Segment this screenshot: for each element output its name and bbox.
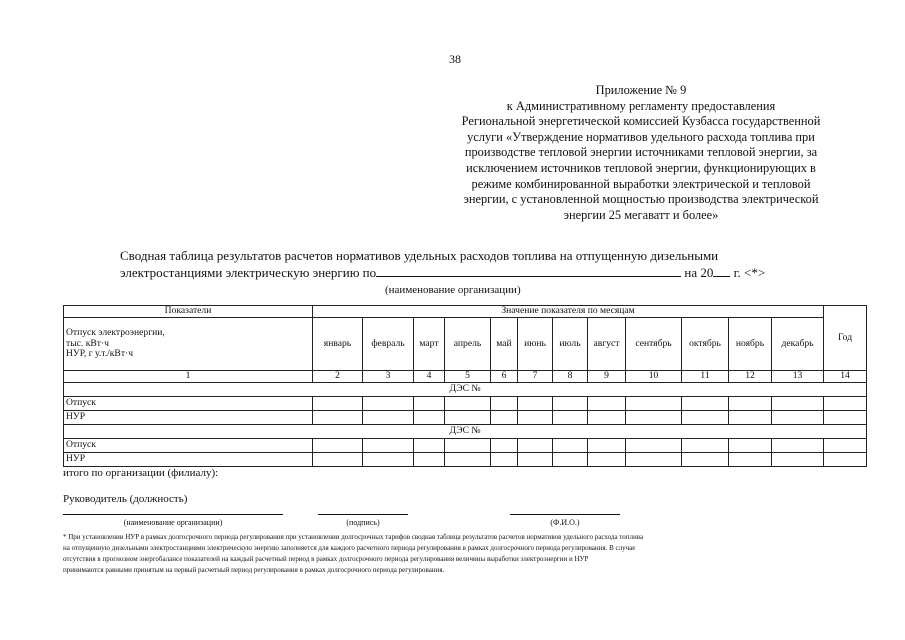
data-cell bbox=[363, 397, 414, 411]
appendix-line: режиме комбинированной выработки электрической и тепловой bbox=[471, 176, 811, 191]
total-label: итого по организации (филиалу): bbox=[63, 467, 219, 479]
month-header: июль bbox=[553, 318, 588, 371]
subheader-row bbox=[64, 318, 867, 371]
row-label-line: тыс. кВт·ч bbox=[66, 337, 109, 349]
data-cell bbox=[518, 411, 553, 425]
row-label-line: Отпуск электроэнергии, bbox=[66, 327, 165, 339]
data-cell bbox=[313, 411, 363, 425]
footnote bbox=[63, 532, 863, 576]
data-cell bbox=[491, 397, 518, 411]
data-cell bbox=[313, 397, 363, 411]
data-cell bbox=[363, 453, 414, 467]
data-cell bbox=[414, 439, 445, 453]
data-cell bbox=[682, 411, 729, 425]
data-cell bbox=[313, 439, 363, 453]
column-number: 7 bbox=[518, 371, 553, 383]
month-header: октябрь bbox=[682, 318, 729, 371]
data-cell bbox=[772, 397, 824, 411]
column-number: 1 bbox=[64, 371, 313, 383]
table-row bbox=[64, 453, 867, 467]
data-cell bbox=[518, 453, 553, 467]
data-cell bbox=[626, 439, 682, 453]
data-cell bbox=[772, 411, 824, 425]
data-cell bbox=[772, 453, 824, 467]
data-cell bbox=[772, 439, 824, 453]
month-header: ноябрь bbox=[729, 318, 772, 371]
month-header: декабрь bbox=[772, 318, 824, 371]
organization-caption: (наименование организации) bbox=[385, 284, 521, 296]
data-cell bbox=[445, 453, 491, 467]
month-header: март bbox=[414, 318, 445, 371]
data-cell bbox=[729, 397, 772, 411]
appendix-line: к Административному регламенту предоставления bbox=[506, 98, 776, 113]
column-number: 2 bbox=[313, 371, 363, 383]
data-cell bbox=[491, 411, 518, 425]
data-cell bbox=[491, 439, 518, 453]
data-cell bbox=[363, 439, 414, 453]
data-cell bbox=[414, 397, 445, 411]
data-cell bbox=[682, 453, 729, 467]
month-header: май bbox=[491, 318, 518, 371]
data-cell bbox=[445, 397, 491, 411]
signature-line-organization bbox=[63, 514, 283, 515]
header-indicators: Показатели bbox=[64, 306, 313, 318]
data-cell bbox=[588, 439, 626, 453]
organization-name-blank bbox=[376, 265, 681, 277]
column-number: 9 bbox=[588, 371, 626, 383]
data-cell bbox=[626, 453, 682, 467]
column-number: 10 bbox=[626, 371, 682, 383]
column-number: 13 bbox=[772, 371, 824, 383]
table-title-line1: Сводная таблица результатов расчетов нормативов удельных расходов топлива на отпущенную дизельными bbox=[120, 248, 719, 263]
data-cell bbox=[363, 411, 414, 425]
column-number: 3 bbox=[363, 371, 414, 383]
year-blank bbox=[713, 265, 730, 277]
column-number-row bbox=[64, 371, 867, 383]
data-cell bbox=[729, 411, 772, 425]
signature-caption-name: (Ф.И.О.) bbox=[550, 518, 580, 527]
header-row bbox=[64, 306, 867, 318]
data-cell bbox=[588, 453, 626, 467]
table-row bbox=[64, 397, 867, 411]
header-year: Год bbox=[824, 306, 867, 371]
table-title-line2 bbox=[120, 265, 765, 281]
signature-line-signature bbox=[318, 514, 408, 515]
table-row bbox=[64, 411, 867, 425]
data-cell bbox=[824, 397, 867, 411]
data-cell bbox=[588, 411, 626, 425]
data-cell bbox=[414, 411, 445, 425]
footnote-line: принимаются равными принятым на первый расчетный период регулирования в рамках долгосрочного периода регулирования. bbox=[63, 566, 445, 574]
data-cell bbox=[518, 439, 553, 453]
appendix-header bbox=[420, 83, 862, 223]
data-cell bbox=[445, 439, 491, 453]
signature-caption-signature: (подпись) bbox=[346, 518, 380, 527]
month-header: февраль bbox=[363, 318, 414, 371]
appendix-line: услуги «Утверждение нормативов удельного расхода топлива при bbox=[467, 129, 815, 144]
data-cell bbox=[824, 453, 867, 467]
data-cell bbox=[824, 411, 867, 425]
data-cell bbox=[518, 397, 553, 411]
page-number: 38 bbox=[449, 52, 461, 66]
title-year-prefix: на 20 bbox=[684, 265, 714, 280]
column-number: 8 bbox=[553, 371, 588, 383]
signature-caption-organization: (наименование организации) bbox=[123, 518, 223, 527]
section-row bbox=[64, 383, 867, 397]
data-cell bbox=[682, 397, 729, 411]
column-number: 5 bbox=[445, 371, 491, 383]
data-cell bbox=[313, 453, 363, 467]
data-cell bbox=[553, 397, 588, 411]
data-cell bbox=[824, 439, 867, 453]
row-label-line: НУР, г у.т./кВт·ч bbox=[66, 348, 134, 360]
data-cell bbox=[491, 453, 518, 467]
data-cell bbox=[626, 411, 682, 425]
appendix-line: Приложение № 9 bbox=[595, 83, 687, 97]
month-header: сентябрь bbox=[626, 318, 682, 371]
footnote-line: отсутствия в прогнозном энергобалансе показателей на каждый расчетный период в рамках долгосрочного периода регулирования величины выработки электроэнергии и НУР bbox=[63, 555, 589, 563]
footnote-line: на отпущенную дизельными электростанциями электрическую энергию заполняется для каждого расчетного периода регулирования в рамках долгосрочного периода регулирования. В случае bbox=[63, 544, 636, 552]
data-cell bbox=[553, 411, 588, 425]
signature-line-name bbox=[510, 514, 620, 515]
data-cell bbox=[553, 439, 588, 453]
row-label: НУР bbox=[64, 453, 313, 467]
title-suffix: г. <*> bbox=[733, 265, 766, 280]
head-label: Руководитель (должность) bbox=[63, 493, 188, 505]
data-cell bbox=[682, 439, 729, 453]
row-label: Отпуск bbox=[64, 397, 313, 411]
column-number: 6 bbox=[491, 371, 518, 383]
footnote-line: * При установлении НУР в рамках долгосрочного периода регулирования при установлении долгосрочных тарифов сводная таблица результатов расчетов нормативов удельного расхода топлива bbox=[63, 533, 644, 541]
section-title: ДЭС № bbox=[64, 425, 867, 439]
column-number: 12 bbox=[729, 371, 772, 383]
appendix-line: Региональной энергетической комиссией Кузбасса государственной bbox=[461, 114, 821, 129]
month-header: январь bbox=[313, 318, 363, 371]
section-title: ДЭС № bbox=[64, 383, 867, 397]
header-monthly-values: Значение показателя по месяцам bbox=[313, 306, 824, 318]
table-row bbox=[64, 439, 867, 453]
row-label: Отпуск bbox=[64, 439, 313, 453]
data-cell bbox=[626, 397, 682, 411]
appendix-line: энергии 25 мегаватт и более» bbox=[563, 207, 719, 222]
appendix-line: производстве тепловой энергии источниками тепловой энергии, за bbox=[464, 145, 818, 160]
column-number: 11 bbox=[682, 371, 729, 383]
data-cell bbox=[729, 453, 772, 467]
month-header: июнь bbox=[518, 318, 553, 371]
data-cell bbox=[588, 397, 626, 411]
row-label: НУР bbox=[64, 411, 313, 425]
title-prefix: электростанциями электрическую энергию по bbox=[120, 265, 377, 280]
row-label-header bbox=[64, 318, 313, 371]
data-cell bbox=[445, 411, 491, 425]
column-number: 4 bbox=[414, 371, 445, 383]
appendix-line: энергии, с установленной мощностью производства электрической bbox=[463, 192, 819, 207]
data-cell bbox=[553, 453, 588, 467]
data-cell bbox=[414, 453, 445, 467]
results-table bbox=[63, 305, 867, 467]
month-header: апрель bbox=[445, 318, 491, 371]
section-row bbox=[64, 425, 867, 439]
data-cell bbox=[729, 439, 772, 453]
column-number: 14 bbox=[824, 371, 867, 383]
appendix-line: исключением источников тепловой энергии, функционирующих в bbox=[466, 160, 816, 175]
month-header: август bbox=[588, 318, 626, 371]
